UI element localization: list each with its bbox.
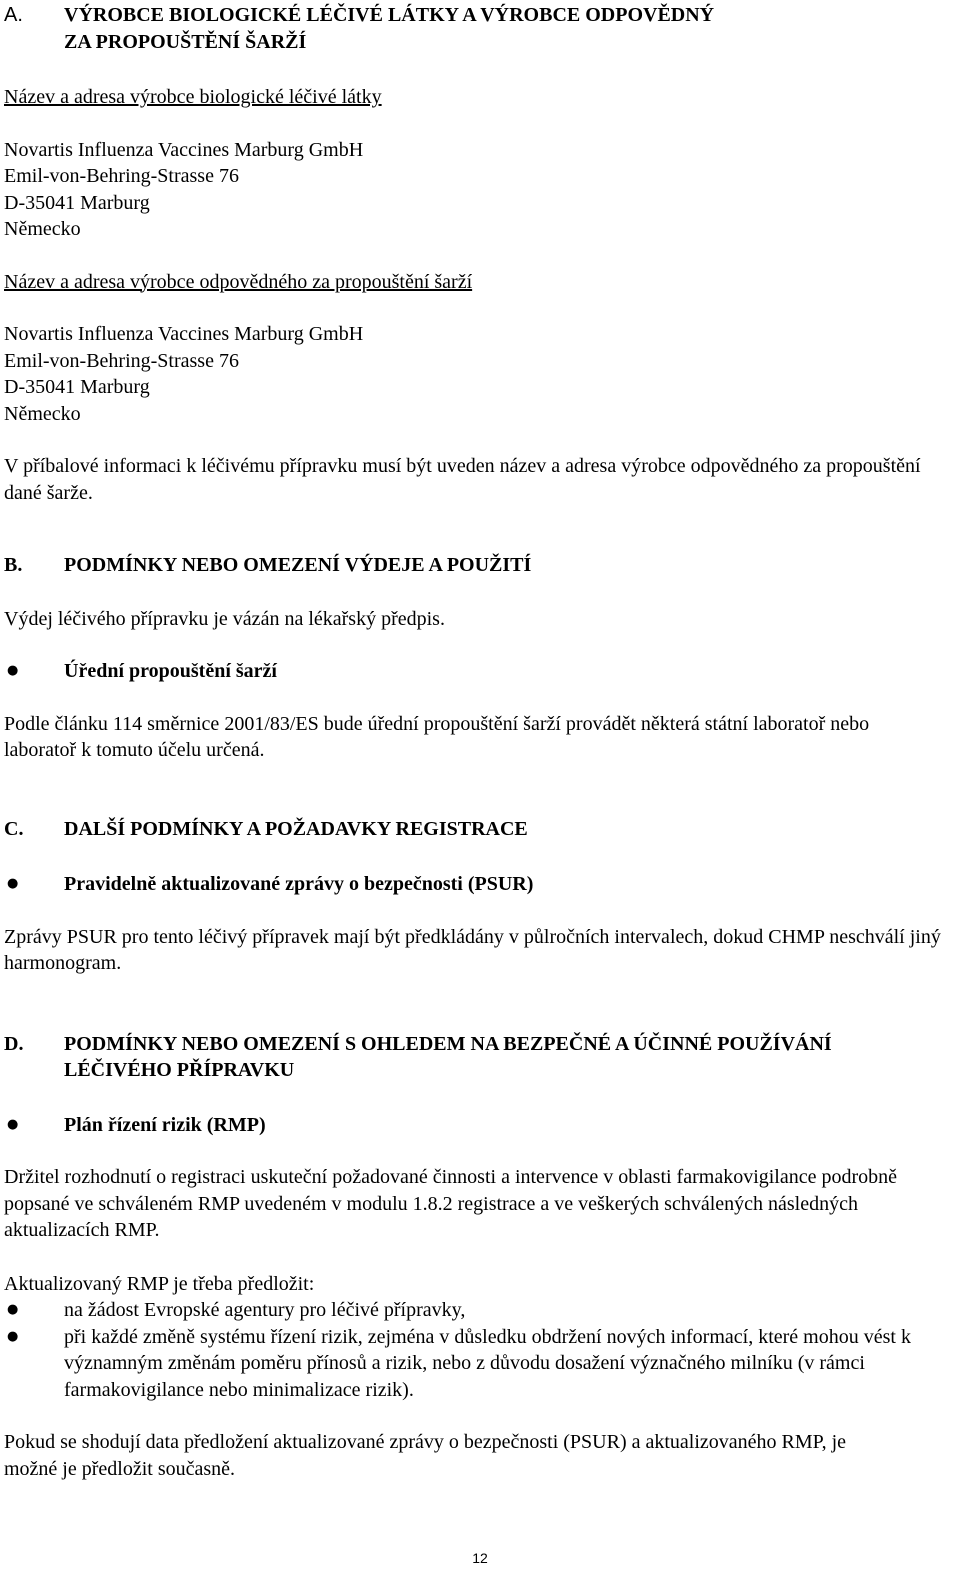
release-manufacturer-address (4, 321, 954, 427)
bio-address-line: Německo (4, 218, 81, 240)
section-b-heading (4, 552, 954, 579)
official-batch-release-paragraph: Podle článku 114 směrnice 2001/83/ES bude úřední propouštění šarží provádět některá státní laboratoř nebo laboratoř k tomuto účelu určená. (4, 712, 870, 761)
closing-paragraph: Pokud se shodují data předložení aktualizované zprávy o bezpečnosti (PSUR) a aktualizovaného RMP, je možné je předložit současně. (4, 1431, 847, 1480)
bullet-icon: ● (7, 1302, 19, 1317)
page-number: 12 (472, 1550, 488, 1566)
bio-address-line: D-35041 Marburg (4, 191, 150, 214)
bullet-icon: ● (7, 663, 19, 678)
section-a-title-line2: ZA PROPOUŠTĚNÍ ŠARŽÍ (64, 30, 307, 53)
section-b-letter: B. (4, 554, 23, 576)
bullet-title: Pravidelně aktualizované zprávy o bezpečnosti (PSUR) (64, 873, 534, 895)
section-c-title: DALŠÍ PODMÍNKY A POŽADAVKY REGISTRACE (64, 817, 528, 840)
section-a-heading (4, 2, 954, 55)
rmp-update-item-text: na žádost Evropské agentury pro léčivé přípravky, (64, 1299, 466, 1321)
bio-address-line: Emil-von-Behring-Strasse 76 (4, 165, 239, 187)
release-manufacturer-label: Název a adresa výrobce odpovědného za propouštění šarží (4, 270, 473, 293)
section-a-title-line1: VÝROBCE BIOLOGICKÉ LÉČIVÉ LÁTKY A VÝROBCE ODPOVĚDNÝ (64, 4, 715, 26)
document-page (4, 0, 954, 1482)
bio-address-line: Novartis Influenza Vaccines Marburg GmbH (4, 138, 364, 161)
psur-paragraph: Zprávy PSUR pro tento léčivý přípravek mají být předkládány v půlročních intervalech, dokud CHMP neschválí jiný harmonogram. (4, 925, 941, 974)
bullet-icon: ● (7, 1328, 19, 1344)
rmp-paragraph: Držitel rozhodnutí o registraci uskuteční požadované činnosti a intervence v oblasti farmakovigilance podrobně popsané ve schváleném RMP uvedeném v modulu 1.8.2 registrace a ve veškerých schválených následných aktualizacích RMP. (4, 1166, 898, 1241)
section-d-title-line2: LÉČIVÉHO PŘÍPRAVKU (64, 1059, 295, 1081)
section-d-title-line1: PODMÍNKY NEBO OMEZENÍ S OHLEDEM NA BEZPEČNÉ A ÚČINNÉ POUŽÍVÁNÍ (64, 1032, 832, 1055)
bio-manufacturer-address (4, 137, 954, 243)
release-address-line: Novartis Influenza Vaccines Marburg GmbH (4, 323, 364, 345)
section-d-heading (4, 1031, 954, 1084)
rmp-update-item (4, 1324, 954, 1404)
release-note-paragraph: V příbalové informaci k léčivému přípravku musí být uveden název a adresa výrobce odpovědného za propouštění dané šarže. (4, 455, 921, 504)
bio-manufacturer-label: Název a adresa výrobce biologické léčivé látky (4, 86, 382, 108)
rmp-update-item (4, 1297, 954, 1324)
section-d-letter: D. (4, 1032, 24, 1055)
psur-bullet (4, 871, 954, 898)
section-a-letter: A. (4, 4, 23, 26)
release-address-line: Německo (4, 402, 81, 425)
section-c-heading (4, 816, 954, 843)
official-batch-release-bullet (4, 658, 954, 685)
release-address-line: Emil-von-Behring-Strasse 76 (4, 349, 239, 372)
section-b-title: PODMÍNKY NEBO OMEZENÍ VÝDEJE A POUŽITÍ (64, 554, 532, 576)
bullet-icon: ● (7, 876, 19, 891)
bullet-title: Plán řízení rizik (RMP) (64, 1113, 266, 1136)
bullet-icon: ● (7, 1116, 19, 1132)
release-address-line: D-35041 Marburg (4, 376, 150, 398)
rmp-bullet (4, 1112, 954, 1139)
bullet-title: Úřední propouštění šarží (64, 660, 277, 682)
rmp-update-intro: Aktualizovaný RMP je třeba předložit: (4, 1272, 315, 1295)
section-c-letter: C. (4, 817, 24, 840)
prescription-statement: Výdej léčivého přípravku je vázán na lékařský předpis. (4, 607, 445, 630)
rmp-update-item-text: při každé změně systému řízení rizik, zejména v důsledku obdržení nových informací, které mohou vést k významným změnám poměru přínosů a rizik, nebo z důvodu dosažení význačného milníku (v rámci farmakovigilance nebo minimalizace rizik). (64, 1325, 911, 1401)
